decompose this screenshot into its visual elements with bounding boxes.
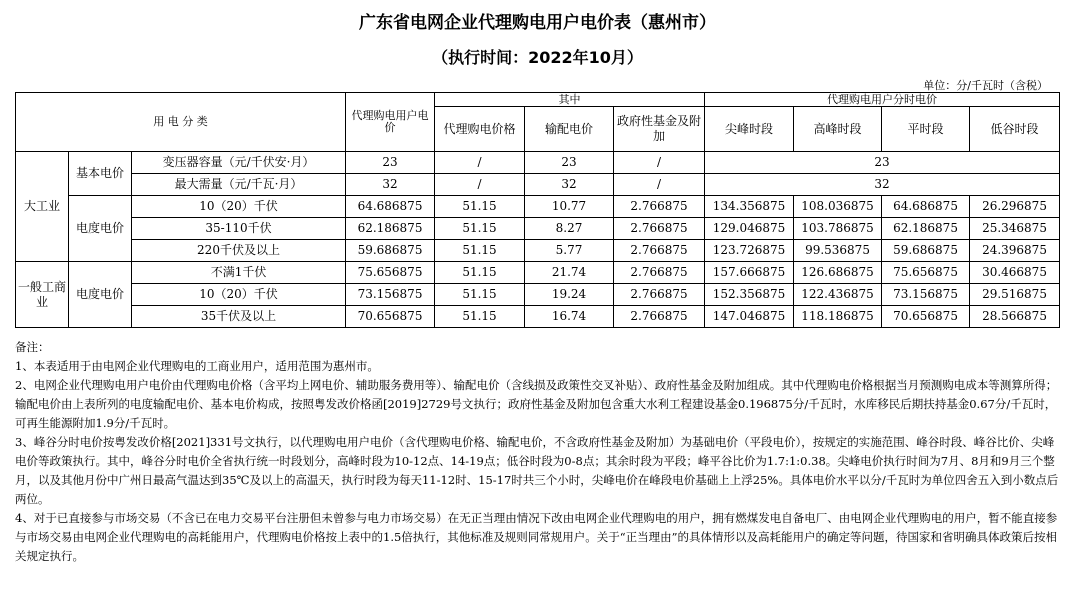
cell-agent: 59.686875 [346, 240, 435, 262]
price-table [15, 92, 1060, 328]
cell-flat: 70.656875 [882, 306, 970, 328]
page-title: 广东省电网企业代理购电用户电价表（惠州市） [359, 13, 716, 33]
cell-fund: 2.766875 [614, 240, 705, 262]
header-valley: 低谷时段 [970, 107, 1060, 152]
row-label: 220千伏及以上 [132, 240, 346, 262]
group-energy-price: 电度电价 [69, 262, 132, 328]
cell-valley: 30.466875 [970, 262, 1060, 284]
note-4: 4、对于已直接参与市场交易（不含已在电力交易平台注册但未曾参与电力市场交易）在无正当理由情况下改由电网企业代理购电的用户，拥有燃煤发电自备电厂、由电网企业代理购电的用户，暂不能直接参与市场交易由电网企业代理购电的高耗能用户，代理购电价格按上表中的1.5倍执行，其他标准及规则同常规用户。关于“正当理由”的具体情形以及高耗能用户的确定等问题，待国家和省明确具体政策后按相关规定执行。 [15, 511, 1058, 563]
cell-sharp: 147.046875 [705, 306, 794, 328]
cell-trans: 19.24 [525, 284, 614, 306]
cell-trans: 21.74 [525, 262, 614, 284]
cell-fund: 2.766875 [614, 306, 705, 328]
cell-fund: 2.766875 [614, 262, 705, 284]
row-label: 不满1千伏 [132, 262, 346, 284]
cell-proxy: / [435, 174, 525, 196]
cell-trans: 10.77 [525, 196, 614, 218]
cell-agent: 64.686875 [346, 196, 435, 218]
cell-peak: 126.686875 [794, 262, 882, 284]
row-label: 最大需量（元/千瓦·月） [132, 174, 346, 196]
row-label: 10（20）千伏 [132, 284, 346, 306]
cell-valley: 24.396875 [970, 240, 1060, 262]
cell-valley: 26.296875 [970, 196, 1060, 218]
cell-flat: 75.656875 [882, 262, 970, 284]
cell-agent: 62.186875 [346, 218, 435, 240]
table-row [16, 306, 1060, 328]
cell-agent: 70.656875 [346, 306, 435, 328]
header-category: 用 电 分 类 [16, 93, 346, 152]
page-subtitle: （执行时间：2022年10月） [432, 48, 643, 67]
cell-tou: 32 [705, 174, 1060, 196]
table-row [16, 152, 1060, 174]
unit-label: 单位：分/千瓦时（含税） [923, 79, 1048, 92]
cell-peak: 118.186875 [794, 306, 882, 328]
cell-agent: 23 [346, 152, 435, 174]
cell-fund: / [614, 174, 705, 196]
cell-agent: 32 [346, 174, 435, 196]
row-label: 35-110千伏 [132, 218, 346, 240]
cell-valley: 29.516875 [970, 284, 1060, 306]
cell-valley: 28.566875 [970, 306, 1060, 328]
cell-proxy: 51.15 [435, 240, 525, 262]
header-gov-fund: 政府性基金及附加 [614, 107, 705, 152]
header-flat: 平时段 [882, 107, 970, 152]
table-row [16, 218, 1060, 240]
cell-flat: 64.686875 [882, 196, 970, 218]
note-1: 1、本表适用于由电网企业代理购电的工商业用户，适用范围为惠州市。 [15, 359, 379, 373]
cell-trans: 8.27 [525, 218, 614, 240]
row-label: 10（20）千伏 [132, 196, 346, 218]
cell-agent: 75.656875 [346, 262, 435, 284]
header-transmission: 输配电价 [525, 107, 614, 152]
table-row [16, 262, 1060, 284]
header-proxy-price: 代理购电价格 [435, 107, 525, 152]
cell-proxy: 51.15 [435, 284, 525, 306]
cell-proxy: 51.15 [435, 306, 525, 328]
cell-proxy: 51.15 [435, 196, 525, 218]
notes-heading: 备注： [15, 340, 50, 354]
table-row [16, 240, 1060, 262]
cell-proxy: / [435, 152, 525, 174]
cell-sharp: 152.356875 [705, 284, 794, 306]
cell-peak: 122.436875 [794, 284, 882, 306]
cell-trans: 32 [525, 174, 614, 196]
note-2: 2、电网企业代理购电用户电价由代理购电价格（含平均上网电价、辅助服务费用等）、输配电价（含线损及政策性交叉补贴）、政府性基金及附加组成。其中代理购电价格根据当月预测购电成本等测算所得；输配电价由上表所列的电度输配电价、基本电价构成，按照粤发改价格函[2019]2729号文执行；政府性基金及附加包含重大水利工程建设基金0.196875分/千瓦时，水库移民后期扶持基金0.67分/千瓦时，可再生能源附加1.9分/千瓦时。 [15, 378, 1058, 430]
cell-fund: 2.766875 [614, 218, 705, 240]
table-row [16, 174, 1060, 196]
note-3: 3、峰谷分时电价按粤发改价格[2021]331号文执行，以代理购电用户电价（含代理购电价格、输配电价，不含政府性基金及附加）为基础电价（平段电价），按规定的实施范围、峰谷时段、峰谷比价、尖峰电价等政策执行。其中，峰谷分时电价全省执行统一时段划分，高峰时段为10-12点、14-19点；低谷时段为0-8点；其余时段为平段；峰平谷比价为1.7:1:0.38。尖峰电价执行时间为7月、8月和9月三个整月，以及其他月份中广州日最高气温达到35℃及以上的高温天，执行时段为每天11-12时、15-17时共三个小时，尖峰电价在峰段电价基础上上浮25%。具体电价水平以分/千瓦时为单位四舍五入到小数点后两位。 [15, 435, 1059, 506]
cell-fund: 2.766875 [614, 284, 705, 306]
row-label: 变压器容量（元/千伏安·月） [132, 152, 346, 174]
row-label: 35千伏及以上 [132, 306, 346, 328]
cell-agent: 73.156875 [346, 284, 435, 306]
cell-proxy: 51.15 [435, 218, 525, 240]
cell-flat: 62.186875 [882, 218, 970, 240]
cell-fund: 2.766875 [614, 196, 705, 218]
header-sharp-peak: 尖峰时段 [705, 107, 794, 152]
header-peak: 高峰时段 [794, 107, 882, 152]
header-among: 其中 [435, 93, 705, 107]
table-row [16, 284, 1060, 306]
header-tou: 代理购电用户分时电价 [705, 93, 1060, 107]
group-large-industry: 大工业 [16, 152, 69, 262]
table-row [16, 196, 1060, 218]
group-basic-price: 基本电价 [69, 152, 132, 196]
cell-trans: 23 [525, 152, 614, 174]
group-general: 一般工商业 [16, 262, 69, 328]
group-energy-price: 电度电价 [69, 196, 132, 262]
cell-proxy: 51.15 [435, 262, 525, 284]
cell-trans: 5.77 [525, 240, 614, 262]
cell-peak: 99.536875 [794, 240, 882, 262]
cell-peak: 108.036875 [794, 196, 882, 218]
cell-trans: 16.74 [525, 306, 614, 328]
cell-tou: 23 [705, 152, 1060, 174]
cell-flat: 73.156875 [882, 284, 970, 306]
cell-sharp: 123.726875 [705, 240, 794, 262]
cell-sharp: 129.046875 [705, 218, 794, 240]
header-agent-price: 代理购电用户电价 [346, 93, 435, 152]
cell-sharp: 157.666875 [705, 262, 794, 284]
cell-peak: 103.786875 [794, 218, 882, 240]
notes [15, 338, 1059, 566]
cell-fund: / [614, 152, 705, 174]
cell-sharp: 134.356875 [705, 196, 794, 218]
cell-flat: 59.686875 [882, 240, 970, 262]
cell-valley: 25.346875 [970, 218, 1060, 240]
